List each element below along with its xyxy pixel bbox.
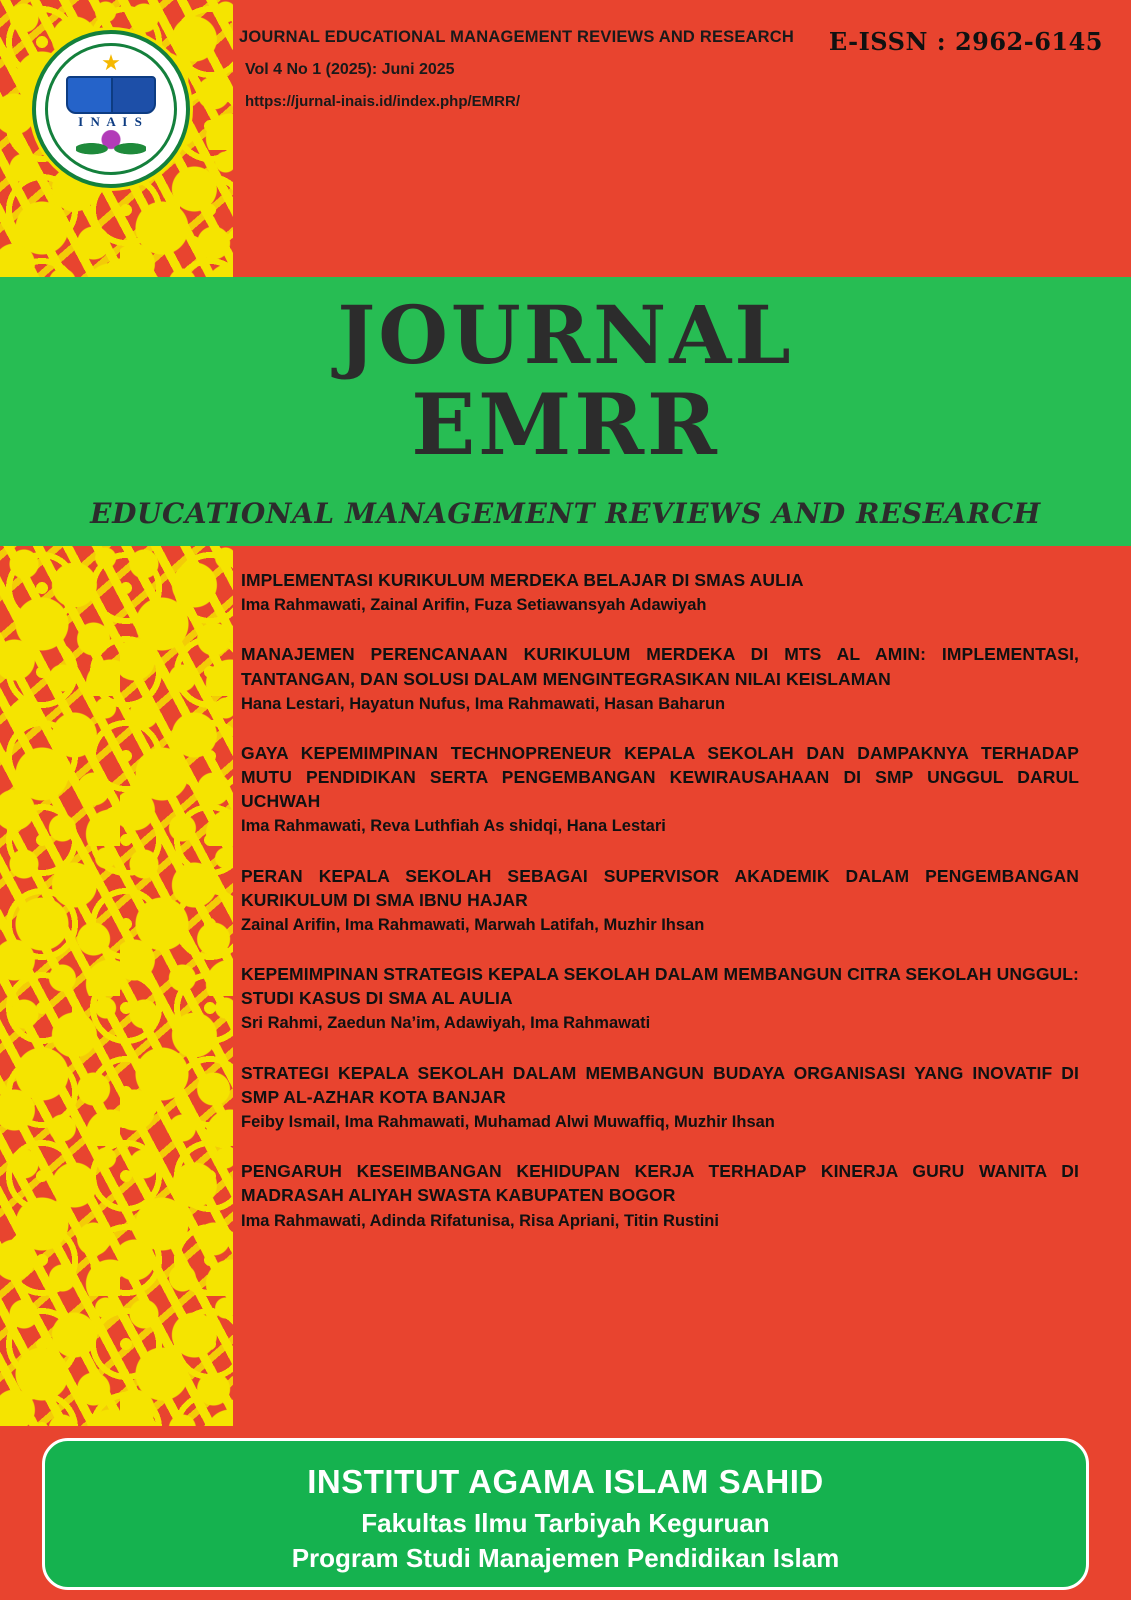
list-item[interactable] [241, 864, 1079, 937]
volume-issue: Vol 4 No 1 (2025): Juni 2025 [245, 60, 455, 78]
cover-header [233, 0, 1131, 277]
faculty-name: Fakultas Ilmu Tarbiyah Keguruan [361, 1507, 770, 1538]
title-line-emrr: EMRR [411, 375, 720, 474]
article-title: IMPLEMENTASI KURIKULUM MERDEKA BELAJAR DI SMAS AULIA [241, 570, 804, 590]
inais-logo [32, 30, 190, 188]
title-subtitle: EDUCATIONAL MANAGEMENT REVIEWS AND RESEARCH [90, 497, 1041, 530]
list-item[interactable] [241, 962, 1079, 1035]
journal-url[interactable]: https://jurnal-inais.id/index.php/EMRR/ [245, 92, 521, 110]
article-authors: Feiby Ismail, Ima Rahmawati, Muhamad Alwi Muwaffiq, Muzhir Ihsan [241, 1113, 775, 1132]
batik-pattern-left [0, 546, 233, 1426]
title-line-journal: JOURNAL [337, 288, 794, 382]
footer-area [0, 1426, 1131, 1600]
article-title: STRATEGI KEPALA SEKOLAH DALAM MEMBANGUN BUDAYA ORGANISASI YANG INOVATIF DI SMP AL-AZHAR KOTA BANJAR [241, 1062, 1079, 1107]
article-title: MANAJEMEN PERENCANAAN KURIKULUM MERDEKA DI MTS AL AMIN: IMPLEMENTASI, TANTANGAN, DAN SOLUSI DALAM MENGINTEGRASIKAN NILAI KEISLAMAN [241, 644, 1079, 689]
article-authors: Ima Rahmawati, Reva Luthfiah As shidqi, Hana Lestari [241, 817, 666, 836]
article-list [233, 546, 1131, 1426]
institution-name: INSTITUT AGAMA ISLAM SAHID [307, 1463, 824, 1500]
list-item[interactable] [241, 741, 1079, 838]
header-text-block [239, 28, 794, 110]
list-item[interactable] [241, 568, 1079, 616]
publisher-box [42, 1438, 1089, 1590]
eissn-label: E-ISSN : 2962-6145 [828, 27, 1103, 56]
list-item[interactable] [241, 642, 1079, 715]
star-icon: ★ [101, 50, 121, 75]
title-band [0, 277, 1131, 546]
article-authors: Ima Rahmawati, Zainal Arifin, Fuza Setiawansyah Adawiyah [241, 596, 707, 615]
list-item[interactable] [241, 1061, 1079, 1134]
journal-name: JOURNAL EDUCATIONAL MANAGEMENT REVIEWS AND RESEARCH [239, 28, 795, 46]
list-item[interactable] [241, 1159, 1079, 1232]
article-authors: Ima Rahmawati, Adinda Rifatunisa, Risa Apriani, Titin Rustini [241, 1211, 719, 1230]
article-authors: Zainal Arifin, Ima Rahmawati, Marwah Latifah, Muzhir Ihsan [241, 915, 705, 934]
article-title: KEPEMIMPINAN STRATEGIS KEPALA SEKOLAH DALAM MEMBANGUN CITRA SEKOLAH UNGGUL: STUDI KASUS DI SMA AL AULIA [241, 964, 1079, 1009]
plant-icon [76, 130, 146, 164]
article-title: PENGARUH KESEIMBANGAN KEHIDUPAN KERJA TERHADAP KINERJA GURU WANITA DI MADRASAH ALIYAH SWASTA KABUPATEN BOGOR [241, 1161, 1079, 1206]
article-title: GAYA KEPEMIMPINAN TECHNOPRENEUR KEPALA SEKOLAH DAN DAMPAKNYA TERHADAP MUTU PENDIDIKAN SERTA PENGEMBANGAN KEWIRAUSAHAAN DI SMP UNGGUL DARUL UCHWAH [241, 742, 1079, 812]
program-name: Program Studi Manajemen Pendidikan Islam [291, 1542, 840, 1573]
open-book-icon [66, 76, 156, 114]
article-title: PERAN KEPALA SEKOLAH SEBAGAI SUPERVISOR AKADEMIK DALAM PENGEMBANGAN KURIKULUM DI SMA IBNU HAJAR [241, 865, 1079, 910]
article-authors: Hana Lestari, Hayatun Nufus, Ima Rahmawati, Hasan Baharun [241, 694, 726, 713]
article-authors: Sri Rahmi, Zaedun Na’im, Adawiyah, Ima Rahmawati [241, 1014, 651, 1033]
logo-acronym: I N A I S [78, 114, 144, 129]
